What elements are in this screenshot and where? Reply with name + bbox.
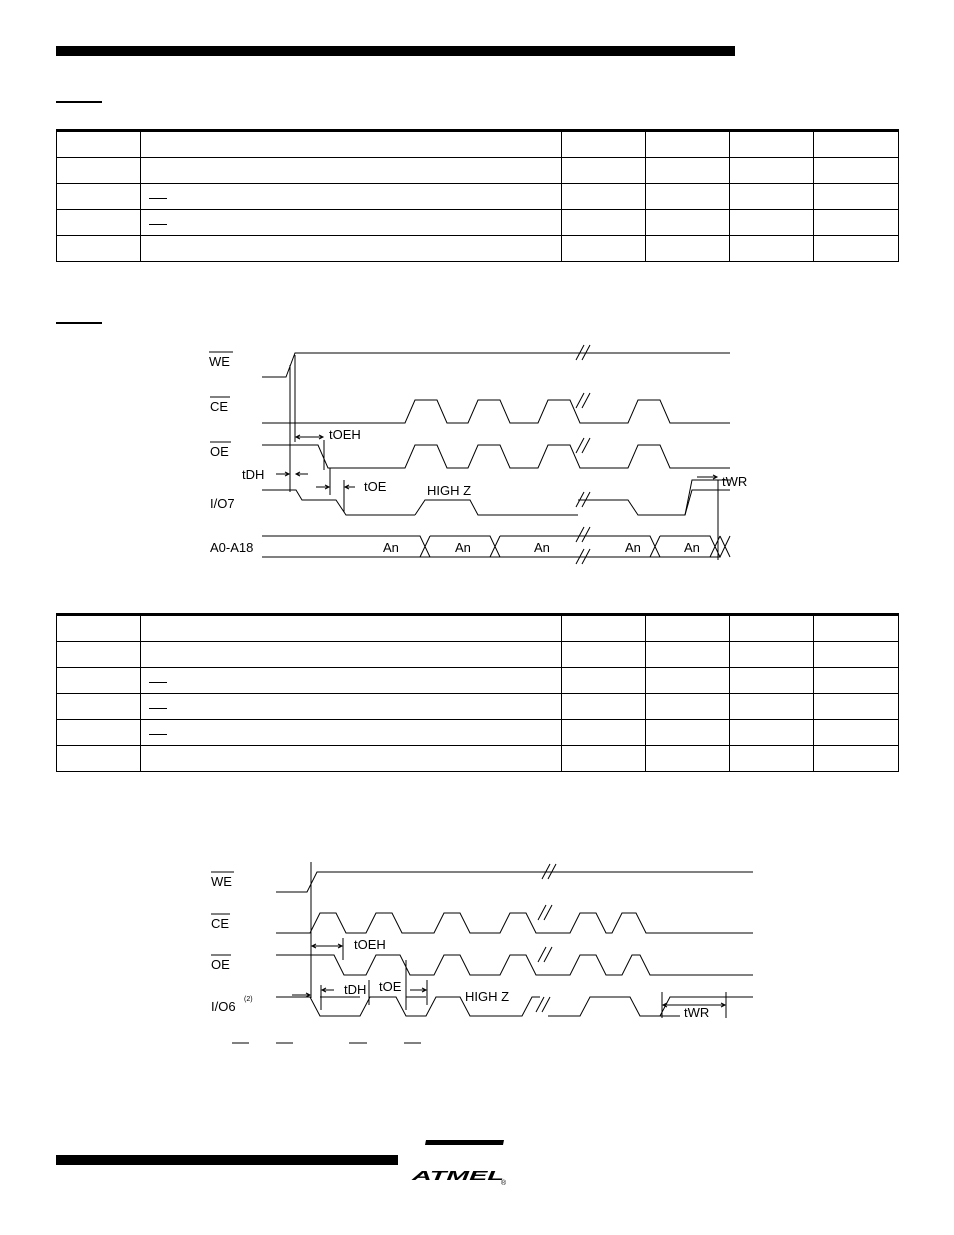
- logo-text: ATMEL: [409, 1168, 505, 1183]
- address-label-an: An: [383, 540, 399, 555]
- ce-waveform: [276, 913, 753, 933]
- signal-label-io: I/O6: [211, 999, 236, 1014]
- signal-label-ce: CE: [210, 399, 229, 414]
- atmel-logo: [406, 1136, 510, 1186]
- timing-label-toe: tOE: [379, 979, 402, 994]
- timing-label-tdh: tDH: [242, 467, 265, 482]
- address-label-an: An: [625, 540, 641, 555]
- timing-label-toeh: tOEH: [329, 427, 361, 442]
- timing-label-tdh: tDH: [344, 982, 367, 997]
- timing-label-twr: tWR: [684, 1005, 710, 1020]
- timing-label-toe: tOE: [364, 479, 387, 494]
- signal-label-oe: OE: [211, 957, 230, 972]
- address-label-an: An: [455, 540, 471, 555]
- oe-waveform: [276, 955, 753, 975]
- we-waveform: [276, 872, 753, 892]
- signal-label-io: I/O7: [210, 496, 235, 511]
- address-label-an: An: [534, 540, 550, 555]
- footer-bar: [56, 1155, 398, 1165]
- timing-label-twr: tWR: [722, 474, 748, 489]
- signal-label-oe: OE: [210, 444, 229, 459]
- signal-label-ce: CE: [211, 916, 230, 931]
- timing-label-toeh: tOEH: [354, 937, 386, 952]
- signal-label-we: WE: [209, 354, 230, 369]
- registered-mark: ®: [501, 1180, 507, 1187]
- signal-label-addr: A0-A18: [210, 540, 254, 555]
- signal-label-we: WE: [211, 874, 232, 889]
- address-label-an: An: [684, 540, 700, 555]
- footnote-mark: (2): [244, 996, 253, 1003]
- timing-label-highz: HIGH Z: [427, 483, 472, 498]
- timing-label-highz: HIGH Z: [465, 989, 510, 1004]
